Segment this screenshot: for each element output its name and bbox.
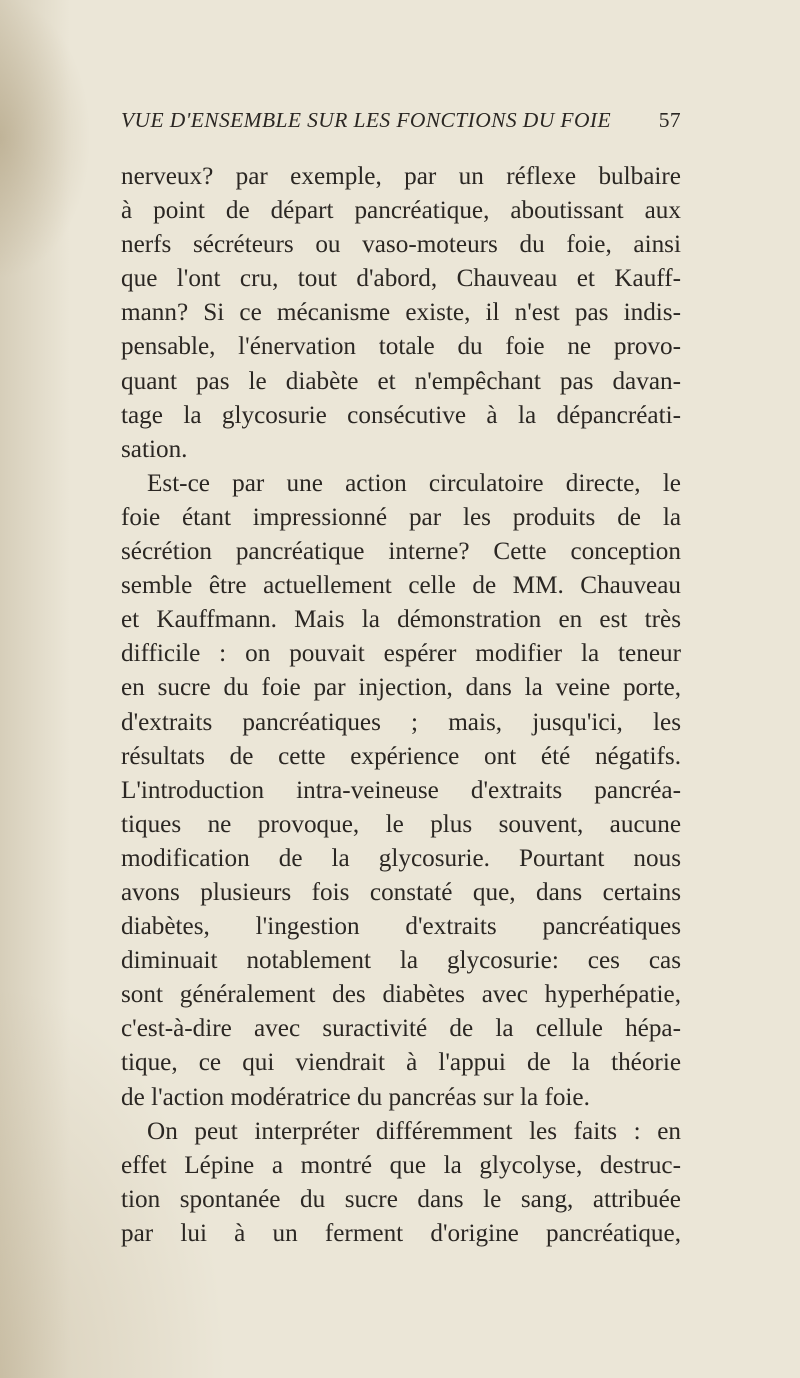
text-line: avons plusieurs fois constaté que, dans certains — [121, 878, 681, 906]
text-line: par lui à un ferment d'origine pancréatique, — [121, 1219, 681, 1247]
page-number: 57 — [658, 108, 681, 132]
text-line: sécrétion pancréatique interne? Cette conception — [121, 538, 681, 566]
text-line: sation. — [121, 435, 188, 463]
text-line: diabètes, l'ingestion d'extraits pancréatiques — [121, 913, 681, 941]
text-line: résultats de cette expérience ont été négatifs. — [121, 742, 681, 770]
page-header — [121, 108, 681, 144]
body-text — [121, 160, 681, 1251]
text-line: difficile : on pouvait espérer modifier la teneur — [121, 640, 681, 668]
text-line: pensable, l'énervation totale du foie ne provo- — [121, 333, 681, 361]
text-line: nerveux? par exemple, par un réflexe bulbaire — [121, 163, 681, 190]
text-line: de l'action modératrice du pancréas sur la foie. — [121, 1083, 590, 1111]
text-line: On peut interpréter différemment les faits : en — [147, 1117, 681, 1145]
paragraph — [121, 467, 681, 1115]
text-line: foie étant impressionné par les produits de la — [121, 503, 681, 531]
text-line: en sucre du foie par injection, dans la veine porte, — [121, 674, 681, 702]
text-line: Est-ce par une action circulatoire directe, le — [147, 469, 681, 497]
text-line: mann? Si ce mécanisme existe, il n'est pas indis- — [121, 299, 681, 327]
text-line: effet Lépine a montré que la glycolyse, destruc- — [121, 1151, 681, 1179]
text-line: sont généralement des diabètes avec hyperhépatie, — [121, 981, 681, 1009]
text-line: c'est-à-dire avec suractivité de la cellule hépa- — [121, 1015, 681, 1043]
text-line: L'introduction intra-veineuse d'extraits pancréa- — [121, 776, 681, 804]
text-line: tique, ce qui viendrait à l'appui de la théorie — [121, 1049, 681, 1077]
text-line: tiques ne provoque, le plus souvent, aucune — [121, 810, 681, 838]
text-line: nerfs sécréteurs ou vaso-moteurs du foie, ainsi — [121, 231, 681, 259]
text-line: modification de la glycosurie. Pourtant nous — [121, 844, 681, 872]
text-line: que l'ont cru, tout d'abord, Chauveau et Kauff- — [121, 265, 681, 293]
text-line: tage la glycosurie consécutive à la dépancréati- — [121, 401, 681, 429]
paragraph — [121, 1115, 681, 1251]
text-line: quant pas le diabète et n'empêchant pas davan- — [121, 367, 681, 395]
text-line: d'extraits pancréatiques ; mais, jusqu'ici, les — [121, 708, 681, 736]
text-line: et Kauffmann. Mais la démonstration en est très — [121, 606, 681, 634]
text-line: à point de départ pancréatique, aboutissant aux — [121, 197, 681, 225]
text-line: diminuait notablement la glycosurie: ces cas — [121, 947, 681, 975]
paragraph — [121, 160, 681, 467]
text-line: tion spontanée du sucre dans le sang, attribuée — [121, 1185, 681, 1213]
running-title: VUE D'ENSEMBLE SUR LES FONCTIONS DU FOIE — [121, 108, 611, 132]
text-line: semble être actuellement celle de MM. Chauveau — [121, 572, 681, 600]
